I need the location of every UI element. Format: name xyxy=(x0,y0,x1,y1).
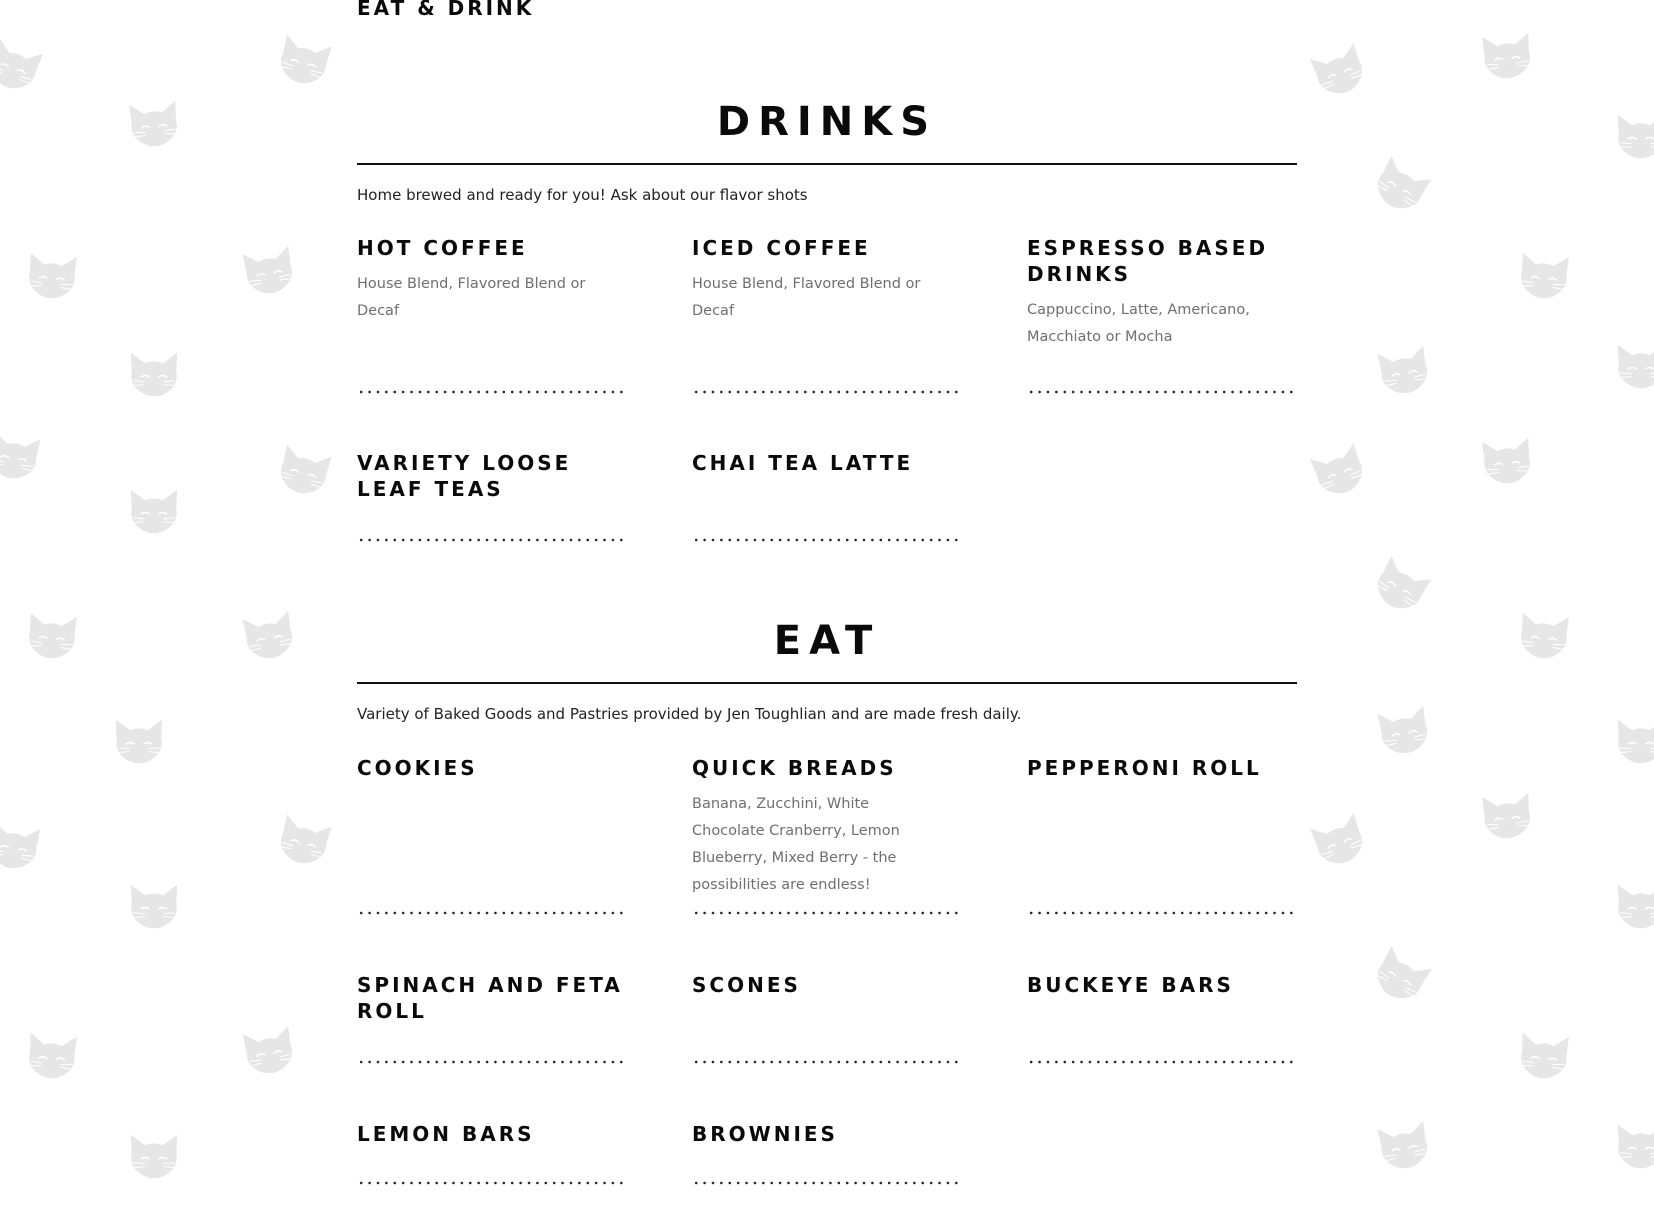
eat-description: Variety of Baked Goods and Pastries provided by Jen Toughlian and are made fresh daily. xyxy=(357,705,1022,723)
dotted-leader xyxy=(692,911,962,915)
cat-head-icon xyxy=(0,425,47,486)
dotted-leader xyxy=(357,1181,627,1185)
drinks-divider xyxy=(357,163,1297,165)
item-name: SCONES xyxy=(692,973,801,997)
cat-head-icon xyxy=(21,248,83,305)
menu-item-variety-loose-leaf-teas xyxy=(357,450,627,502)
item-description: House Blend, Flavored Blend or Decaf xyxy=(357,276,586,319)
dotted-leader xyxy=(1027,390,1297,394)
item-name: BROWNIES xyxy=(692,1122,838,1146)
cat-head-icon xyxy=(21,1028,83,1085)
cat-head-icon xyxy=(1303,437,1375,506)
cat-head-icon xyxy=(269,808,338,873)
item-name: VARIETY LOOSE LEAF TEAS xyxy=(357,451,572,501)
cat-head-icon xyxy=(1363,549,1439,623)
item-name: ICED COFFEE xyxy=(692,236,871,260)
dotted-leader xyxy=(1027,911,1297,915)
cat-head-icon xyxy=(236,605,302,666)
item-name: BUCKEYE BARS xyxy=(1027,973,1234,997)
item-name: SPINACH AND FETA ROLL xyxy=(357,973,623,1023)
eat-section-header xyxy=(357,619,1297,724)
drinks-section-header xyxy=(357,100,1297,205)
cat-head-icon xyxy=(1363,939,1439,1013)
menu-item-iced-coffee xyxy=(692,235,962,325)
dotted-leader xyxy=(357,390,627,394)
cat-head-icon xyxy=(1476,28,1538,85)
cat-head-icon xyxy=(125,348,183,400)
dotted-leader xyxy=(692,1060,962,1064)
menu-item-lemon-bars xyxy=(357,1121,627,1147)
cat-head-icon xyxy=(125,1130,183,1182)
item-name: CHAI TEA LATTE xyxy=(692,451,914,475)
cat-head-icon xyxy=(1371,340,1437,401)
cat-head-icon xyxy=(125,485,183,537)
item-name: LEMON BARS xyxy=(357,1122,535,1146)
drinks-title: DRINKS xyxy=(716,99,938,145)
cat-head-icon xyxy=(1476,788,1538,845)
dotted-leader xyxy=(357,1060,627,1064)
menu-item-quick-breads xyxy=(692,755,962,899)
item-name: ESPRESSO BASED DRINKS xyxy=(1027,236,1269,286)
cat-head-icon xyxy=(125,880,183,932)
item-description: Banana, Zucchini, White Chocolate Cranberry, Lemon Blueberry, Mixed Berry - the possibilities are endless! xyxy=(692,796,900,893)
eat-title: EAT xyxy=(773,618,881,664)
item-name: QUICK BREADS xyxy=(692,756,897,780)
cat-head-icon xyxy=(1612,880,1654,932)
menu-item-spinach-and-feta-roll xyxy=(357,972,627,1024)
cat-head-icon xyxy=(269,28,338,93)
cat-head-icon xyxy=(236,240,302,301)
item-description: Cappuccino, Latte, Americano, Macchiato or Mocha xyxy=(1027,302,1250,345)
drinks-description: Home brewed and ready for you! Ask about our flavor shots xyxy=(357,186,808,204)
dotted-leader xyxy=(692,538,962,542)
cat-head-icon xyxy=(0,32,50,101)
cat-head-icon xyxy=(1612,1120,1654,1172)
item-name: HOT COFFEE xyxy=(357,236,528,260)
item-name: PEPPERONI ROLL xyxy=(1027,756,1262,780)
menu-item-buckeye-bars xyxy=(1027,972,1297,998)
menu-item-pepperoni-roll xyxy=(1027,755,1297,781)
cat-head-icon xyxy=(1612,110,1654,162)
menu-item-cookies xyxy=(357,755,627,781)
cat-head-icon xyxy=(1371,700,1437,761)
cat-head-icon xyxy=(1513,248,1575,305)
cat-head-icon xyxy=(21,608,83,665)
menu-item-espresso-based-drinks xyxy=(1027,235,1297,351)
dotted-leader xyxy=(692,1181,962,1185)
cat-head-icon xyxy=(1513,1028,1575,1085)
dotted-leader xyxy=(692,390,962,394)
cat-head-icon xyxy=(123,96,185,153)
cat-head-icon xyxy=(236,1020,302,1081)
menu-header-title: EAT & DRINK xyxy=(357,0,535,20)
dotted-leader xyxy=(357,538,627,542)
item-description: House Blend, Flavored Blend or Decaf xyxy=(692,276,921,319)
cat-head-icon xyxy=(110,715,168,767)
item-name: COOKIES xyxy=(357,756,478,780)
menu-item-scones xyxy=(692,972,962,998)
cat-head-icon xyxy=(1476,433,1538,490)
cat-head-icon xyxy=(1303,37,1375,106)
cat-head-icon xyxy=(269,438,338,503)
cat-head-icon xyxy=(1363,149,1439,223)
dotted-leader xyxy=(357,911,627,915)
cat-head-icon xyxy=(1371,1115,1437,1176)
cat-head-icon xyxy=(0,815,47,876)
cat-head-icon xyxy=(1513,608,1575,665)
cat-head-icon xyxy=(1612,340,1654,392)
cat-head-icon xyxy=(1303,807,1375,876)
eat-divider xyxy=(357,682,1297,684)
menu-item-hot-coffee xyxy=(357,235,627,325)
cat-head-icon xyxy=(1612,715,1654,767)
menu-item-chai-tea-latte xyxy=(692,450,962,476)
dotted-leader xyxy=(1027,1060,1297,1064)
menu-item-brownies xyxy=(692,1121,962,1147)
